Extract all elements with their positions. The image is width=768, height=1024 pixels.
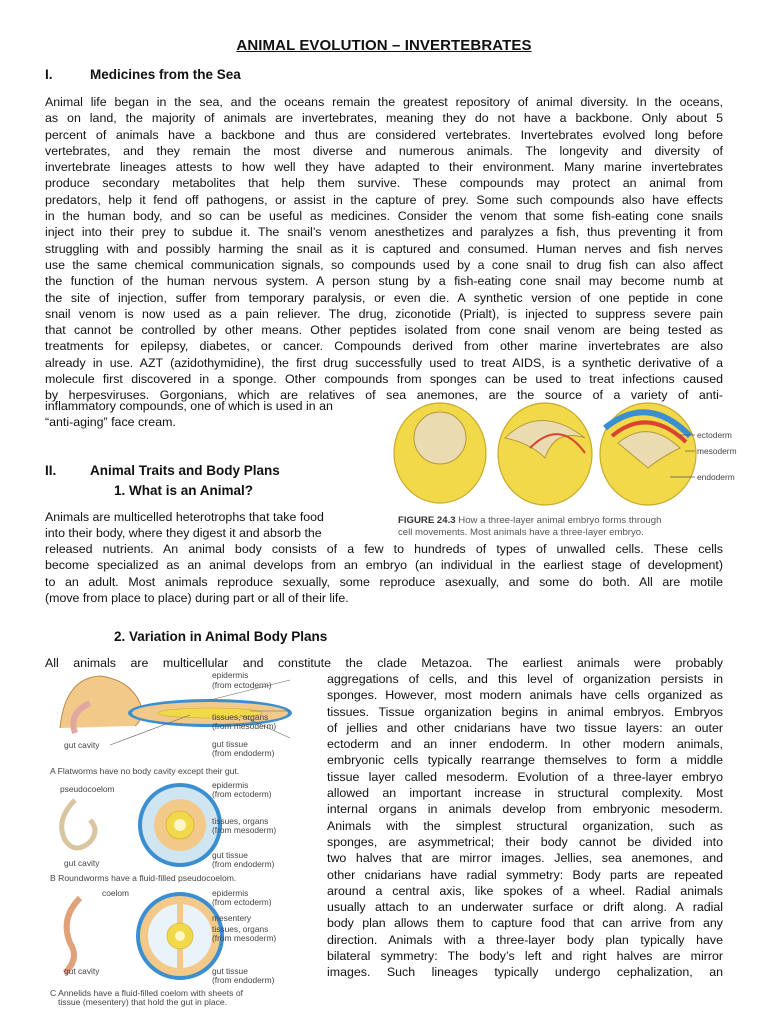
- paragraph-body-plans: [327, 671, 723, 981]
- roundworm-caption: B Roundworms have a fluid-filled pseudocoelom.: [50, 873, 237, 883]
- text-line: by herpesviruses. Gorgonians, which are relatives of sea anemones, are the source of a variety of anti-: [45, 388, 723, 403]
- text-line: other cnidarians have radial symmetry: Body parts are repeated: [327, 867, 723, 882]
- text-line: images. Such lineages typically undergo cephalization, an: [327, 965, 723, 980]
- roundworm-label-tissues: tissues, organs: [212, 816, 269, 826]
- figure-body-plans: [50, 668, 320, 1008]
- flatworm-label-gut-cavity: gut cavity: [64, 740, 100, 750]
- text-line: Animals with the simplest structural organization, such as: [327, 818, 723, 833]
- text-line: internal organs in animals develop from embryonic mesoderm.: [327, 802, 723, 817]
- section-heading-medicines: [45, 67, 241, 82]
- roundworm-label-gut-tissue: gut tissue: [212, 850, 248, 860]
- section-heading-traits: [45, 463, 280, 478]
- body-plans-diagram: [50, 668, 320, 1008]
- text-line: around a central axis, like spokes of a wheel. Radial animals: [327, 883, 723, 898]
- section-number: II.: [45, 463, 57, 478]
- subheading-body-plans: 2. Variation in Animal Body Plans: [114, 629, 328, 644]
- text-line: to an adult. Most animals reproduce sexually, some reproduce asexually, and some do both. All are motile: [45, 574, 723, 589]
- section-number: I.: [45, 67, 53, 82]
- annelid-label-gut-tissue: gut tissue: [212, 966, 248, 976]
- flatworm-label-ectoderm: (from ectoderm): [212, 680, 272, 690]
- text-line: “anti-aging” face cream.: [45, 415, 176, 430]
- text-line: the function of the human nervous system. A person stung by a fish-eating cone snail may become numb at: [45, 274, 723, 289]
- text-line: aggregations of cells, and this level of organization persists in: [327, 672, 723, 686]
- flatworm-label-gut-tissue: gut tissue: [212, 739, 248, 749]
- annelid-label-epidermis: epidermis: [212, 888, 249, 898]
- figure-caption: [398, 515, 738, 539]
- text-line: (move from place to place) during part or all of their life.: [45, 590, 349, 605]
- text-line: invertebrate lineages attests to how well they have adapted to their environment. Many marine invertebrates: [45, 160, 723, 175]
- annelid-label-ectoderm: (from ectoderm): [212, 897, 272, 907]
- text-line: of jellies and other cnidarians have two tissue layers: an outer: [327, 720, 723, 735]
- text-line: Animals are multicelled heterotrophs that take food: [45, 510, 324, 524]
- endoderm-label: endoderm: [697, 472, 735, 482]
- text-line: ectoderm and an inner endoderm. In other modern animals,: [327, 737, 723, 752]
- text-line: sponges. However, most modern animals have cells organized as: [327, 688, 723, 703]
- text-line: snail venom is now used as a pain reliever. The drug, ziconotide (Prialt), is injected to suppress severe pain: [45, 306, 723, 321]
- ectoderm-label: ectoderm: [697, 430, 732, 440]
- text-line: usually attach to an underwater surface or drift along. A radial: [327, 900, 723, 915]
- roundworm-label-endoderm: (from endoderm): [212, 859, 275, 869]
- figure-caption-line1: How a three-layer animal embryo forms through: [458, 515, 662, 526]
- embryo-stage-3: [600, 403, 696, 505]
- figure-caption-line2: cell movements. Most animals have a three-layer embryo.: [398, 527, 644, 538]
- text-line: embryonic cells typically rearrange themselves to form a middle: [327, 753, 723, 768]
- embryo-stage-1: [394, 403, 486, 503]
- section-title: Animal Traits and Body Plans: [90, 463, 280, 478]
- flatworm-label-epidermis: epidermis: [212, 670, 249, 680]
- text-line: inflammatory compounds, one of which is used in an: [45, 399, 333, 413]
- roundworm-label-mesoderm: (from mesoderm): [212, 825, 277, 835]
- flatworm-caption: A Flatworms have no body cavity except their gut.: [50, 766, 240, 776]
- embryo-stage-2: [498, 403, 592, 505]
- text-line: released nutrients. An animal body consists of a few to hundreds of types of unwalled cells. These cells: [45, 542, 723, 556]
- annelid-caption-1: C Annelids have a fluid-filled coelom with sheets of: [50, 988, 243, 998]
- text-line: already in use. AZT (azidothymidine), the first drug successfully used to treat AIDS, is a synthetic derivative of a: [45, 355, 723, 370]
- text-line: bilateral symmetry: The body’s left and right halves are mirror: [327, 949, 723, 964]
- flatworm-label-tissues: tissues, organs: [212, 712, 269, 722]
- annelid-diagram: [50, 888, 276, 1007]
- roundworm-label-gut-cavity: gut cavity: [64, 858, 100, 868]
- text-line: as on land, the majority of animals are invertebrates, meaning they do not have a backbone. Only about 5: [45, 111, 723, 126]
- annelid-label-coelom: coelom: [102, 888, 129, 898]
- text-line: two halves that are mirror images. Jellies, sea anemones, and: [327, 851, 723, 866]
- text-line: the site of injection, suffer from temporary paralysis, or even die. A synthetic version of one peptide in cone: [45, 290, 723, 305]
- text-line: produce secondary metabolites that help them survive. These compounds may protect an animal from: [45, 176, 723, 191]
- text-line: allowed an important increase in structural complexity. Most: [327, 786, 723, 801]
- mesoderm-label: mesoderm: [697, 446, 737, 456]
- text-line: direction. Animals with a three-layer body plan typically have: [327, 932, 723, 947]
- annelid-label-mesentery: mesentery: [212, 913, 252, 923]
- text-line: predators, help it fend off pathogens, or assist in the capture of prey. Some such compounds also have effects: [45, 192, 723, 207]
- page-title: ANIMAL EVOLUTION – INVERTEBRATES: [236, 37, 532, 54]
- text-line: tissue layer called mesoderm. Evolution of a three-layer embryo: [327, 769, 723, 784]
- text-line: body plan allows them to capture food that can arrive from any: [327, 916, 723, 931]
- figure-embryo: [390, 398, 737, 548]
- text-line: treatments for epilepsy, diabetes, or cancer. Compounds derived from other marine invertebrates are also: [45, 339, 723, 354]
- text-line: inject into their prey to subdue it. The snail’s venom anesthetizes and paralyzes a fish, thus preventing it from: [45, 225, 723, 240]
- text-line: tissues. Tissue organization begins in animal embryos. Embryos: [327, 704, 723, 719]
- text-line: in the human body, and so can be useful as medicines. Consider the venom that some fish-eating cone snails: [45, 209, 723, 224]
- paragraph-medicines-end: [45, 398, 375, 431]
- roundworm-label-epidermis: epidermis: [212, 780, 249, 790]
- text-line: All animals are multicellular and constitute the clade Metazoa. The earliest animals were probably: [45, 656, 723, 670]
- flatworm-label-mesoderm: (from mesoderm): [212, 721, 277, 731]
- annelid-label-tissues: tissues, organs: [212, 924, 269, 934]
- annelid-label-mesoderm: (from mesoderm): [212, 933, 277, 943]
- text-line: use the same chemical communication signals, so compounds used by a cone snail to drug fish can also affect: [45, 257, 723, 272]
- text-line: struggling with and possibly harming the snail as it is captured and consumed. Human nerves and fish nerves: [45, 241, 723, 256]
- text-line: become specialized as an animal develops from an embryo (an individual in the earliest stage of development): [45, 558, 723, 573]
- text-line: percent of animals have a backbone and thus are considered vertebrates. Invertebrates evolved long before: [45, 127, 723, 142]
- flatworm-label-endoderm: (from endoderm): [212, 748, 275, 758]
- figure-number: FIGURE 24.3: [398, 515, 456, 526]
- roundworm-label-ectoderm: (from ectoderm): [212, 789, 272, 799]
- text-line: that cannot be controlled by other means. Other peptides isolated from cone snail venom are being tested as: [45, 323, 723, 338]
- section-title: Medicines from the Sea: [90, 67, 241, 82]
- annelid-label-gut-cavity: gut cavity: [64, 966, 100, 976]
- annelid-label-endoderm: (from endoderm): [212, 975, 275, 985]
- text-line: vertebrates, and they remain the most diverse and numerous animals. The longevity and diversity of: [45, 143, 723, 158]
- text-line: into their body, where they digest it and absorb the: [45, 526, 322, 541]
- roundworm-diagram: [50, 780, 276, 883]
- subheading-what-is-animal: 1. What is an Animal?: [114, 483, 254, 498]
- paragraph-what-is-animal: [45, 541, 723, 606]
- flatworm-diagram: [50, 670, 292, 776]
- roundworm-label-pseudocoelom: pseudocoelom: [60, 784, 115, 794]
- text-line: Animal life began in the sea, and the oceans remain the greatest repository of animal diversity. In the oceans,: [45, 95, 723, 109]
- paragraph-what-is-animal-start: [45, 509, 375, 542]
- paragraph-medicines: [45, 94, 723, 404]
- text-line: molecule first discovered in a sponge. Other compounds from sponges can be used to treat infections caused: [45, 372, 723, 387]
- annelid-caption-2: tissue (mesentery) that hold the gut in place.: [58, 997, 228, 1007]
- text-line: sponges, are asymmetrical; their body cannot be divided into: [327, 834, 723, 849]
